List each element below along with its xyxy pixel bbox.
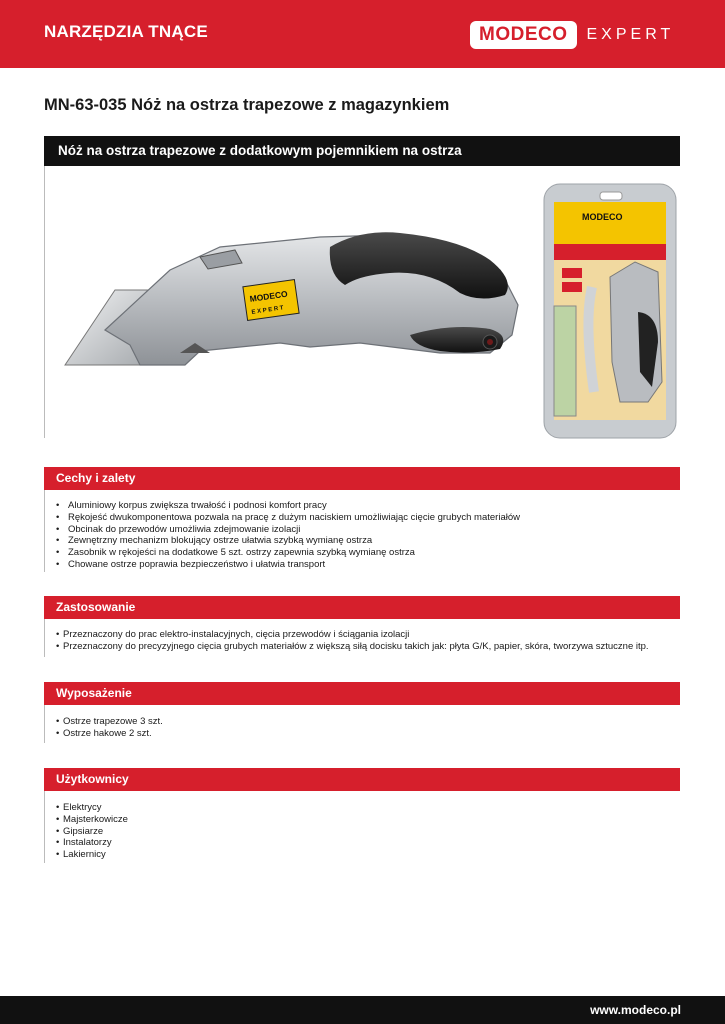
features-title: Cechy i zalety [56,471,136,485]
logo-sub: EXPERT [586,26,675,43]
usage-title: Zastosowanie [56,600,136,614]
knife-image [60,225,525,370]
users-list [56,802,128,861]
equipment-header [44,682,680,705]
page-header [0,0,725,68]
package-image [540,182,680,440]
equipment-list [56,716,163,740]
list-item: • Majsterkowicze [56,814,128,826]
list-item: • Obcinak do przewodów umożliwia zdejmowanie izolacji [56,524,520,536]
list-item: • Ostrze hakowe 2 szt. [56,728,163,740]
divider [44,791,45,863]
divider [44,166,45,438]
list-item: • Zasobnik w rękojeści na dodatkowe 5 szt. ostrzy zapewnia szybką wymianę ostrza [56,547,520,559]
list-item: • Zewnętrzny mechanizm blokujący ostrze ułatwia szybką wymianę ostrza [56,535,520,547]
product-subtitle-bar [44,136,680,166]
users-header [44,768,680,791]
list-item: • Elektrycy [56,802,128,814]
product-title: MN-63-035 Nóż na ostrza trapezowe z magazynkiem [44,96,450,114]
page-footer [0,996,725,1024]
list-item: • Przeznaczony do precyzyjnego cięcia grubych materiałów z większą siłą docisku takich jak: płyta G/K, papier, skóra, tworzywa sztuczne itp. [56,641,649,653]
logo-brand: MODECO [470,21,577,49]
list-item: • Chowane ostrze poprawia bezpieczeństwo i ułatwia transport [56,559,520,571]
usage-list [56,629,649,653]
divider [44,619,45,657]
list-item: • Instalatorzy [56,837,128,849]
list-item: • Gipsiarze [56,826,128,838]
list-item: • Aluminiowy korpus zwiększa trwałość i podnosi komfort pracy [56,500,520,512]
usage-header [44,596,680,619]
category-title: NARZĘDZIA TNĄCE [44,22,208,41]
knife-badge-top: MODECO [248,288,289,304]
website-link[interactable]: www.modeco.pl [590,1003,681,1017]
users-title: Użytkownicy [56,772,129,786]
divider [44,490,45,572]
features-list [56,500,520,571]
knife-badge-bottom: E X P E R T [251,305,284,316]
list-item: • Lakiernicy [56,849,128,861]
features-header [44,467,680,490]
list-item: • Ostrze trapezowe 3 szt. [56,716,163,728]
list-item: • Przeznaczony do prac elektro-instalacyjnych, cięcia przewodów i ściągania izolacji [56,629,649,641]
list-item: • Rękojeść dwukomponentowa pozwala na pracę z dużym naciskiem umożliwiając cięcie grubych materiałów [56,512,520,524]
divider [44,705,45,743]
modeco-expert-logo [470,20,674,50]
product-subtitle: Nóż na ostrza trapezowe z dodatkowym pojemnikiem na ostrza [58,143,462,158]
equipment-title: Wyposażenie [56,686,132,700]
package-brand: MODECO [582,212,623,222]
